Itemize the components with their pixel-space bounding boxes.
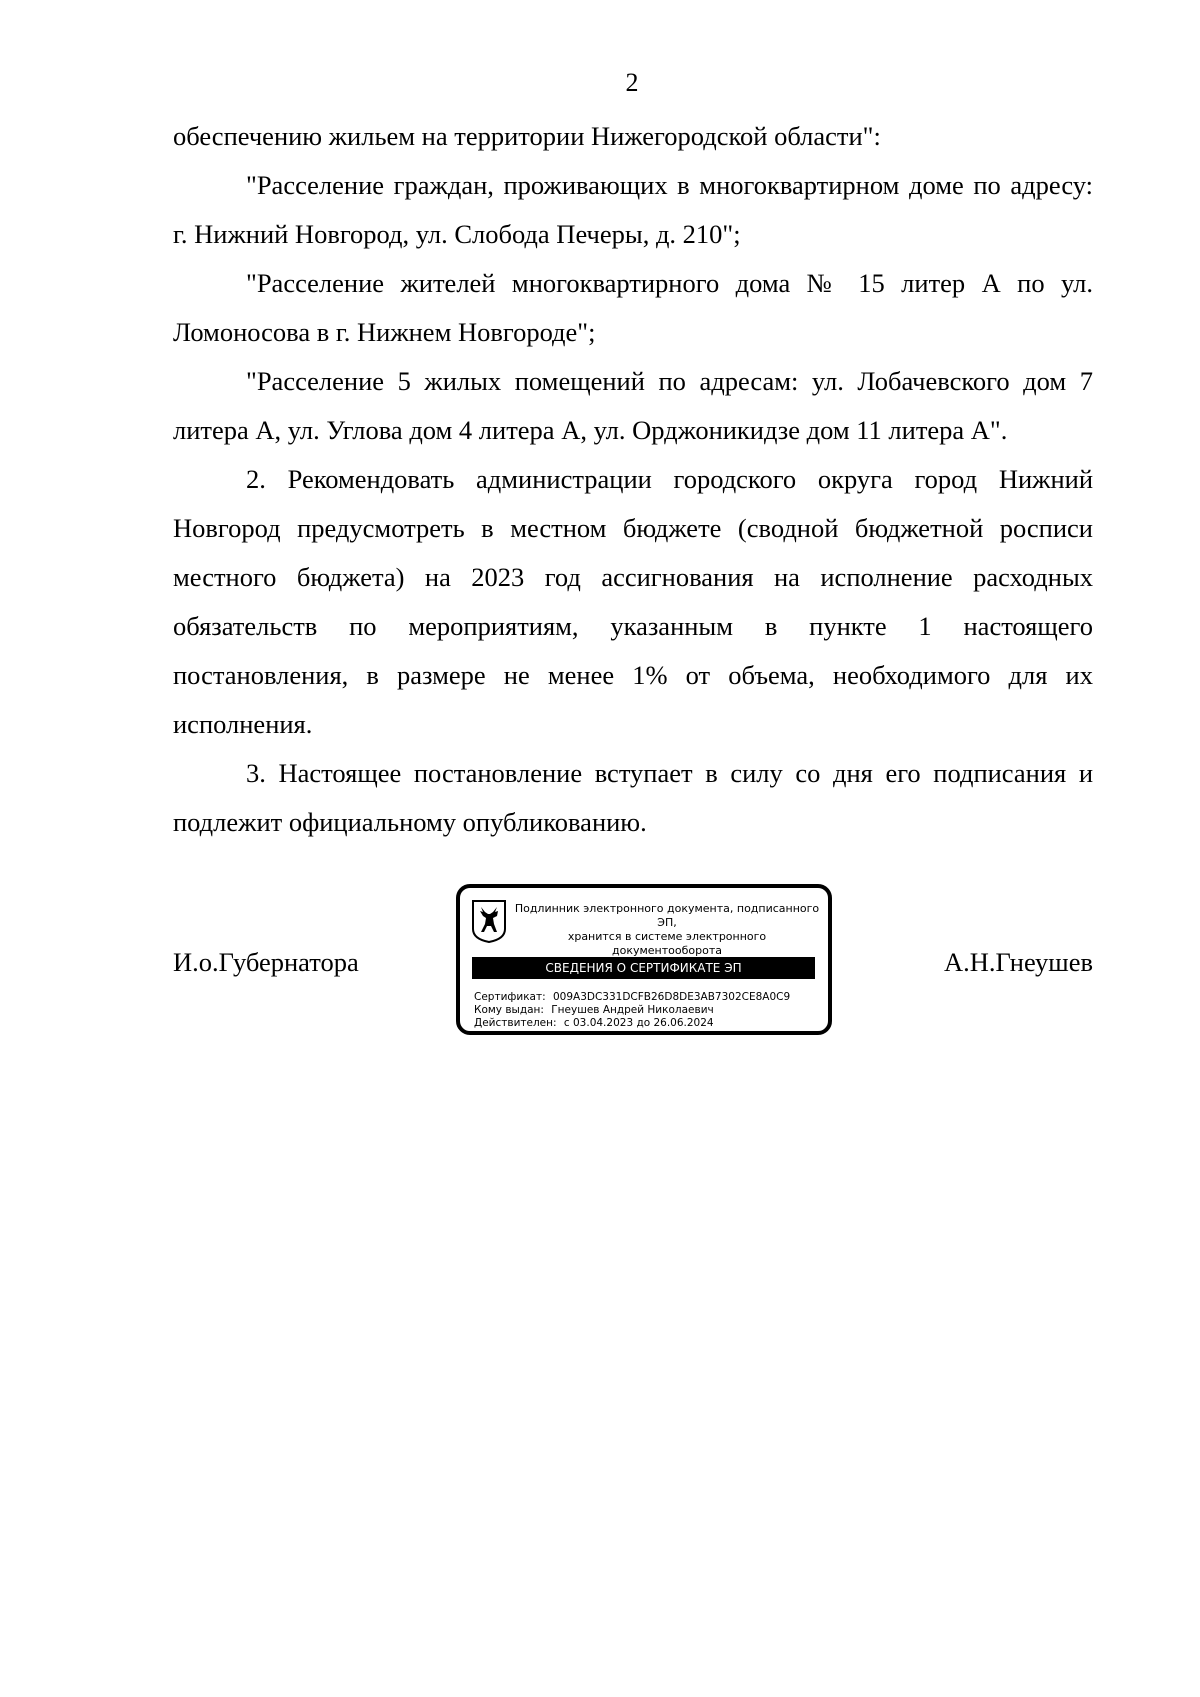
stamp-header xyxy=(512,902,822,958)
electronic-signature-stamp xyxy=(456,884,832,1035)
signatory-name: А.Н.Гнеушев xyxy=(943,947,1093,977)
validity-row xyxy=(474,1017,790,1030)
signature-block xyxy=(173,880,1093,1050)
paragraph-clause-2: 2. Рекомендовать администрации городского округа город Нижний Новгород предусмотреть в местном бюджете (сводной бюджетной росписи местного бюджета) на 2023 год ассигнования на исполнение расходных обязательств по мероприятиям, указанным в пункте 1 настоящего постановления, в размере не менее 1% от объема, необходимого для их исполнения. xyxy=(173,464,1093,739)
paragraph-project-2: "Расселение жителей многоквартирного дома № 15 литер А по ул. Ломоносова в г. Нижнем Новгороде"; xyxy=(173,268,1093,347)
validity-value: с 03.04.2023 до 26.06.2024 xyxy=(563,1017,714,1029)
signatory-title: И.о.Губернатора xyxy=(173,947,359,977)
paragraph-continuation: обеспечению жильем на территории Нижегородской области": xyxy=(173,121,881,151)
certificate-details xyxy=(474,991,790,1030)
issued-to-label: Кому выдан: xyxy=(474,1004,544,1016)
document-body xyxy=(173,112,1093,847)
issued-to-row xyxy=(474,1004,790,1017)
validity-label: Действителен: xyxy=(474,1017,557,1029)
paragraph-clause-3: 3. Настоящее постановление вступает в силу со дня его подписания и подлежит официальному опубликованию. xyxy=(173,758,1093,837)
certificate-info-bar: СВЕДЕНИЯ О СЕРТИФИКАТЕ ЭП xyxy=(472,957,815,979)
stamp-header-line-1: Подлинник электронного документа, подписанного ЭП, xyxy=(514,902,820,929)
paragraph-project-1: "Расселение граждан, проживающих в многоквартирном доме по адресу: г. Нижний Новгород, ул. Слобода Печеры, д. 210"; xyxy=(173,170,1093,249)
stamp-header-line-2: хранится в системе электронного документооборота xyxy=(567,930,767,957)
issued-to-value: Гнеушев Андрей Николаевич xyxy=(551,1004,714,1016)
certificate-value: 009A3DC331DCFB26D8DE3AB7302CE8A0C9 xyxy=(552,991,791,1003)
deer-emblem-icon xyxy=(471,899,507,943)
certificate-label: Сертификат: xyxy=(474,991,546,1003)
certificate-row xyxy=(474,991,790,1004)
page-number: 2 xyxy=(625,68,639,97)
paragraph-project-3: "Расселение 5 жилых помещений по адресам: ул. Лобачевского дом 7 литера А, ул. Углова дом 4 литера А, ул. Орджоникидзе дом 11 литера А". xyxy=(173,366,1093,445)
